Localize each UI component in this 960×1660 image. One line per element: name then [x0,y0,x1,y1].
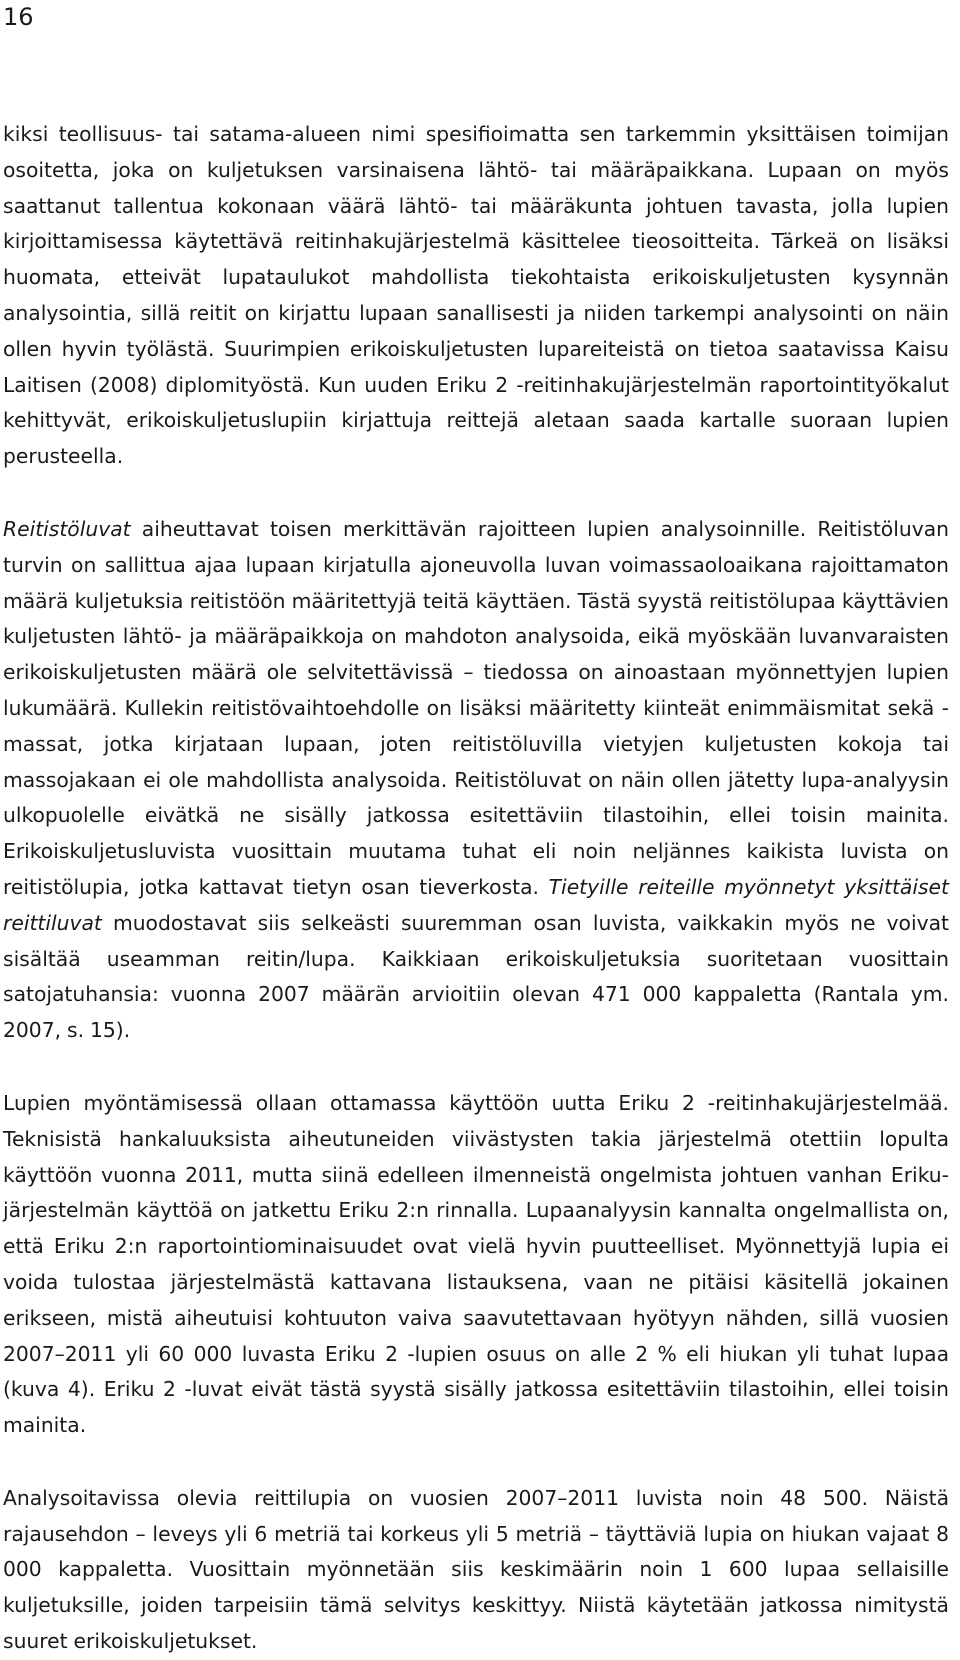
paragraph [3,117,949,475]
page-number: 16 [3,3,34,31]
paragraph [3,512,949,1049]
italic-term: Reitistöluvat [3,516,131,541]
italic-term: Tietyille reiteille myönnetyt yksittäiset reittiluvat [3,874,949,935]
paragraph-text: muodostavat siis selkeästi suuremman osan luvista, vaikkakin myös ne voivat sisältää useamman reitin/lupa. Kaikkiaan erikoiskuljetuksia suoritetaan vuosittain satojatuhansia: vuonna 2007 määrän arvioitiin olevan 471 000 kappaletta (Rantala ym. 2007, s. 15). [3,910,949,1043]
paragraph [3,1481,949,1660]
document-body [3,117,949,1660]
paragraph-text: Lupien myöntämisessä ollaan ottamassa käyttöön uutta Eriku 2 -reitinhakujärjestelmää. Teknisistä hankaluuksista aiheutuneiden viivästysten takia järjestelmä otettiin lopulta käyttöön vuonna 2011, mutta siinä edelleen ilmenneistä ongelmista johtuen vanhan Eriku-järjestelmän käyttöä on jatkettu Eriku 2:n rinnalla. Lupaanalyysin kannalta ongelmallista on, että Eriku 2:n raportointiominaisuudet ovat vielä hyvin puutteelliset. Myönnettyjä lupia ei voida tulostaa järjestelmästä kattavana listauksena, vaan ne pitäisi käsitellä jokainen erikseen, mistä aiheutuisi kohtuuton vaiva saavutettavaan hyötyyn nähden, sillä vuosien 2007–2011 yli 60 000 luvasta Eriku 2 -lupien osuus on alle 2 % eli hiukan yli tuhat lupaa (kuva 4). Eriku 2 -luvat eivät tästä syystä sisälly jatkossa esitettäviin tilastoihin, ellei toisin mainita. [3,1090,949,1438]
paragraph-text: aiheuttavat toisen merkittävän rajoitteen lupien analysoinnille. Reitistöluvan turvin on sallittua ajaa lupaan kirjatulla ajoneuvolla luvan voimassaoloaikana rajoittamaton määrä kuljetuksia reitistöön määritettyjä teitä käyttäen. Tästä syystä reitistölupaa käyttävien kuljetusten lähtö- ja määräpaikkoja on mahdoton analysoida, eikä myöskään luvanvaraisten erikoiskuljetusten määrä ole selvitettävissä – tiedossa on ainoastaan myönnettyjen lupien lukumäärä. Kullekin reitistövaihtoehdolle on lisäksi määritetty kiinteät enimmäismitat sekä -massat, jotka kirjataan lupaan, joten reitistöluvilla vietyjen kuljetusten kokoja tai massojakaan ei ole mahdollista analysoida. Reitistöluvat on näin ollen jätetty lupa-analyysin ulkopuolelle eivätkä ne sisälly jatkossa esitettäviin tilastoihin, ellei toisin mainita. Erikoiskuljetusluvista vuosittain muutama tuhat eli noin neljännes kaikista luvista on reitistölupia, jotka kattavat tietyn osan tieverkosta. [3,516,949,899]
paragraph-text: Analysoitavissa olevia reittilupia on vuosien 2007–2011 luvista noin 48 500. Näistä rajausehdon – leveys yli 6 metriä tai korkeus yli 5 metriä – täyttäviä lupia on hiukan vajaat 8 000 kappaletta. Vuosittain myönnetään siis keskimäärin noin 1 600 lupaa sellaisille kuljetuksille, joiden tarpeisiin tämä selvitys keskittyy. Niistä käytetään jatkossa nimitystä suuret erikoiskuljetukset. [3,1485,949,1654]
paragraph-text: kiksi teollisuus- tai satama-alueen nimi spesifioimatta sen tarkemmin yksittäisen toimijan osoitetta, joka on kuljetuksen varsinaisena lähtö- tai määräpaikkana. Lupaan on myös saattanut tallentua kokonaan väärä lähtö- tai määräkunta johtuen tavasta, jolla lupien kirjoittamisessa käytettävä reitinhakujärjestelmä käsittelee tieosoitteita. Tärkeä on lisäksi huomata, etteivät lupataulukot mahdollista tiekohtaista erikoiskuljetusten kysynnän analysointia, sillä reitit on kirjattu lupaan sanallisesti ja niiden tarkempi analysointi on näin ollen hyvin työlästä. Suurimpien erikoiskuljetusten lupareiteistä on tietoa saatavissa Kaisu Laitisen (2008) diplomityöstä. Kun uuden Eriku 2 -reitinhakujärjestelmän raportointityökalut kehittyvät, erikoiskuljetuslupiin kirjattuja reittejä aletaan saada kartalle suoraan lupien perusteella. [3,122,949,469]
paragraph [3,1086,949,1444]
